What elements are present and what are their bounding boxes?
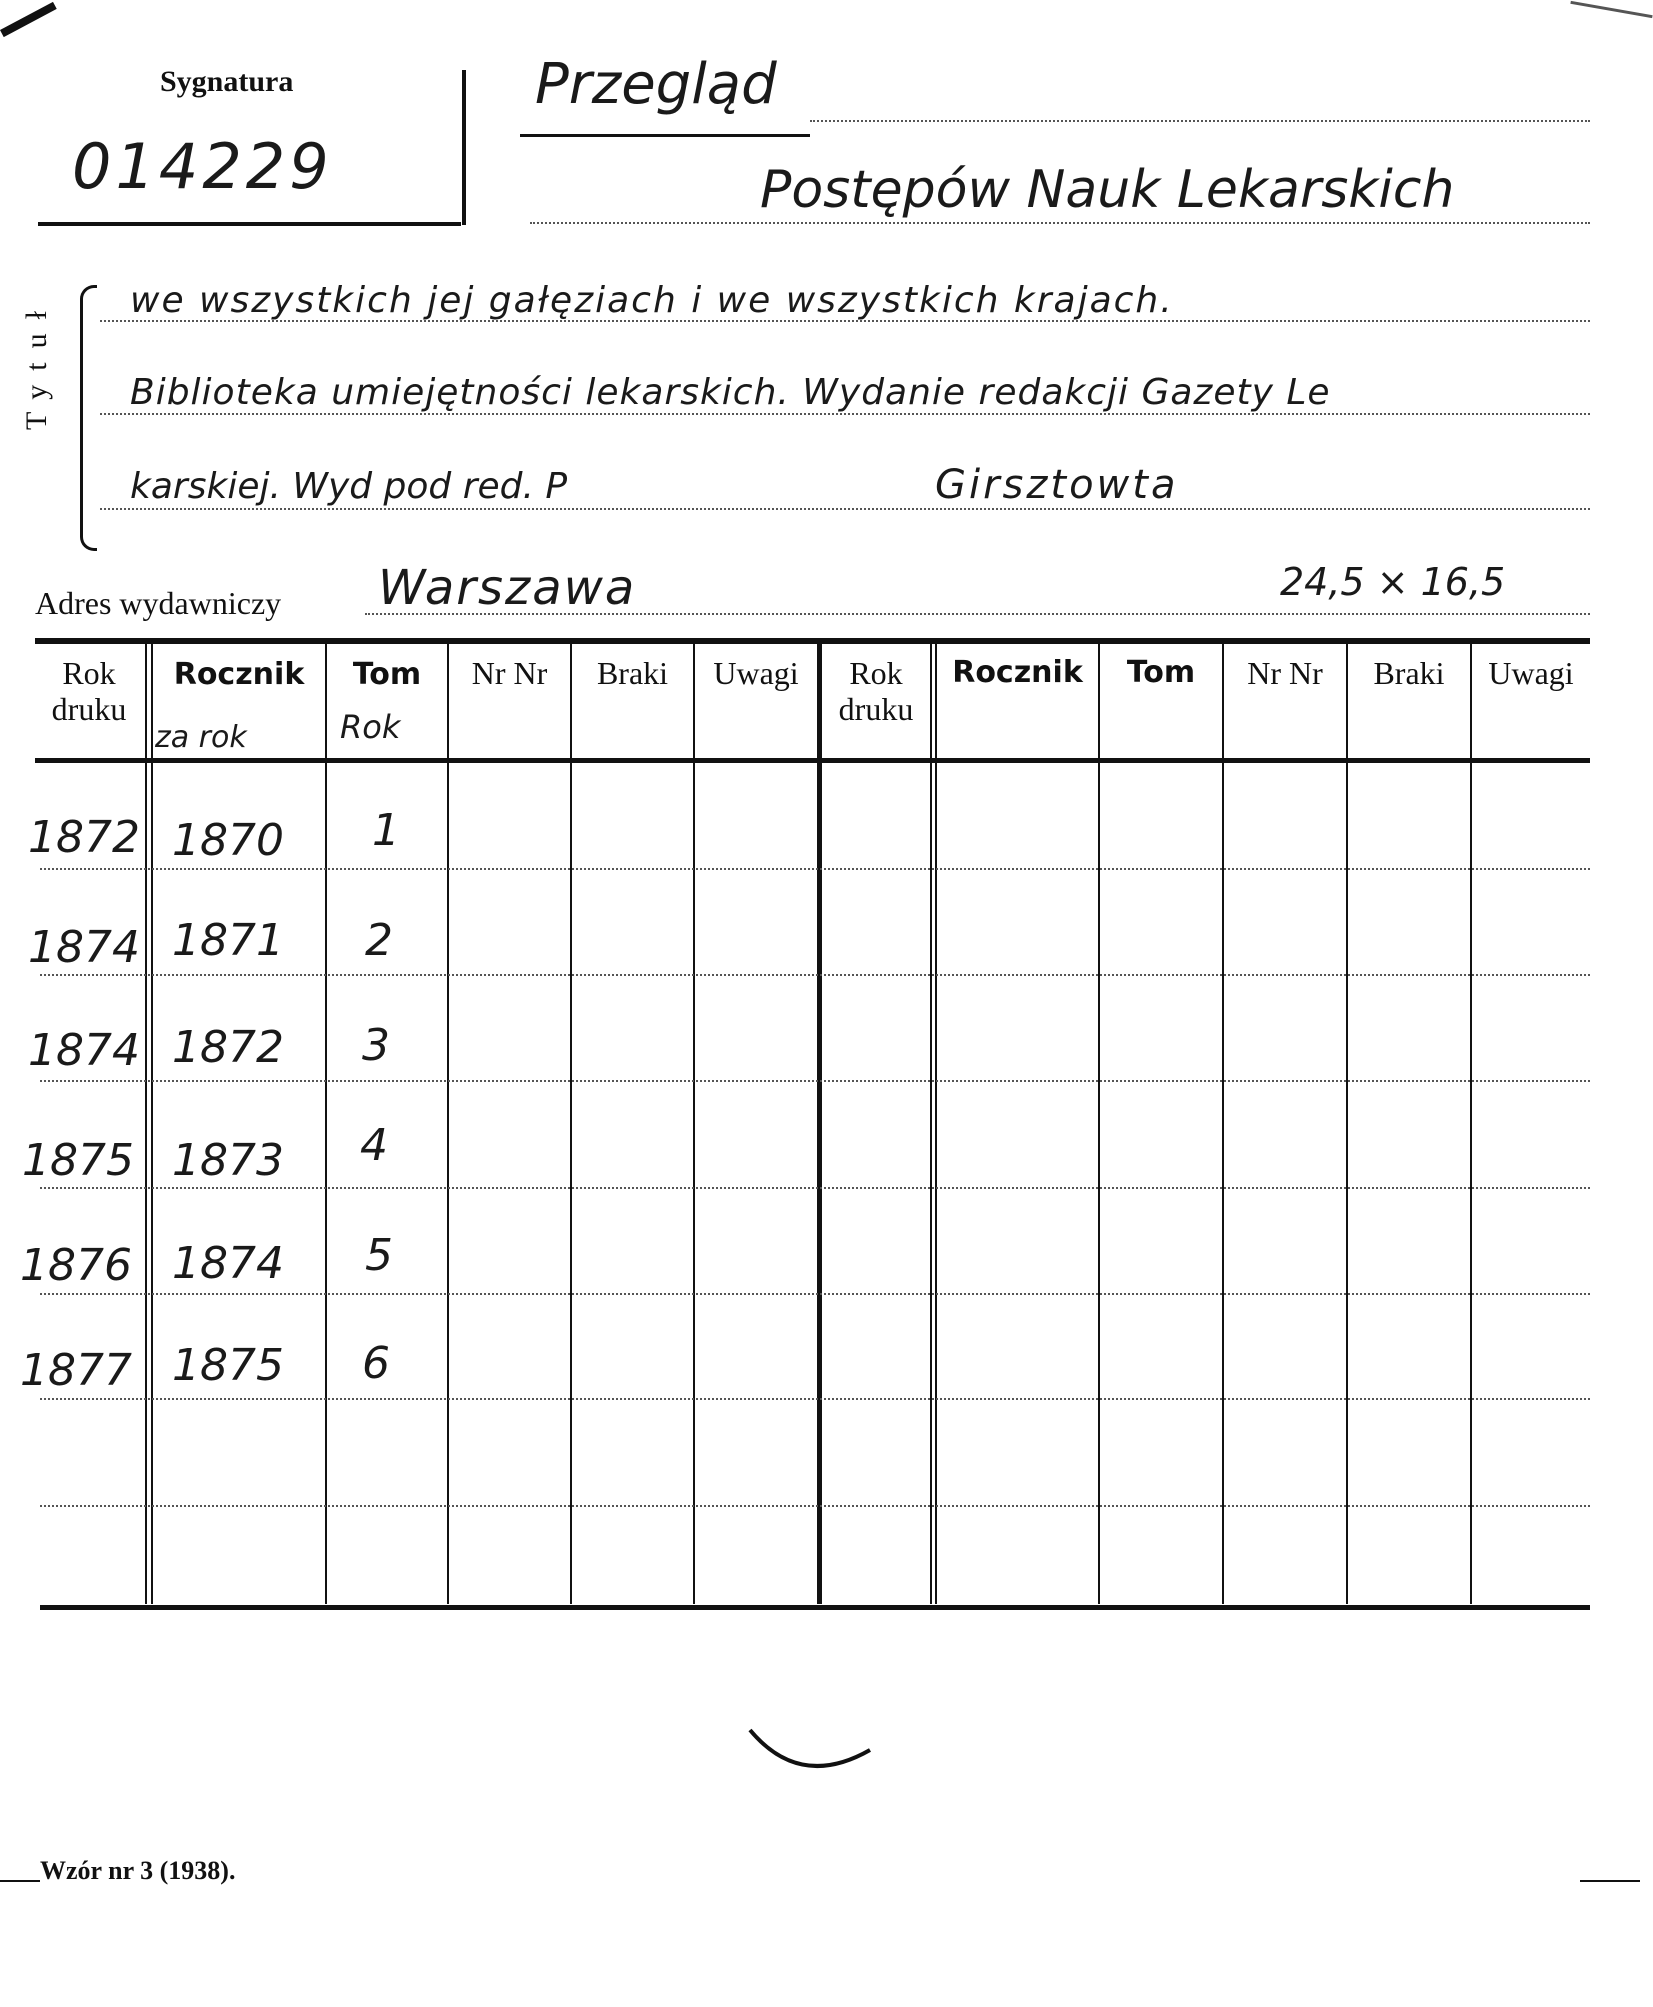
- tytul-line-3-right: Girsztowta: [935, 462, 1179, 508]
- col-line-f: [930, 644, 932, 1604]
- col-line-a2: [151, 644, 153, 1604]
- col-line-i: [1346, 644, 1348, 1604]
- row6-rocznik: 1875: [172, 1340, 284, 1391]
- corner-mark-top-left: [0, 2, 57, 37]
- col-line-j: [1470, 644, 1472, 1604]
- header-tom-note: Rok: [340, 708, 401, 746]
- row4-rocznik: 1873: [172, 1135, 284, 1186]
- col-line-g: [1098, 644, 1100, 1604]
- header-nrnr-right: Nr Nr: [1247, 655, 1323, 691]
- row1-rok: 1872: [28, 812, 140, 863]
- header-rocznik-right: Rocznik: [952, 655, 1083, 690]
- row5-rok: 1876: [20, 1240, 132, 1291]
- sygnatura-underline: [38, 222, 461, 226]
- adres-label: Adres wydawniczy: [35, 585, 282, 621]
- tytul-line-3-dots: [100, 508, 1590, 510]
- header-tom-left: Tom: [352, 657, 422, 692]
- header-rok-druku-left: Rok druku: [51, 655, 127, 727]
- format-value: 24,5 × 16,5: [1280, 560, 1506, 604]
- tytul-line-2-dots: [100, 413, 1590, 415]
- footer-left-rule: [0, 1880, 40, 1882]
- tytul-line-1: we wszystkich jej gałęziach i we wszystkich krajach.: [130, 280, 1174, 321]
- sygnatura-label: Sygnatura: [160, 65, 294, 98]
- row-line-4: [40, 1187, 1590, 1189]
- col-line-mid: [817, 644, 822, 1604]
- row-line-6: [40, 1398, 1590, 1400]
- footer-form-number: Wzór nr 3 (1938).: [40, 1856, 236, 1885]
- header-rok-druku-right: Rok druku: [838, 655, 914, 727]
- tytul-line-2: Biblioteka umiejętności lekarskich. Wydanie redakcji Gazety Le: [130, 372, 1331, 413]
- sygnatura-value: 014229: [72, 130, 333, 203]
- tytul-line-3: karskiej. Wyd pod red. P: [130, 466, 568, 507]
- corner-mark-top-right: [1570, 1, 1652, 18]
- header-uwagi-left: Uwagi: [713, 655, 799, 691]
- col-line-c: [447, 644, 449, 1604]
- title-line-2-dots: [530, 222, 1590, 224]
- row5-rocznik: 1874: [172, 1238, 284, 1289]
- sygnatura-divider: [462, 70, 466, 225]
- header-braki-left: Braki: [596, 655, 669, 691]
- row-line-1: [40, 868, 1590, 870]
- col-line-h: [1222, 644, 1224, 1604]
- row-line-3: [40, 1080, 1590, 1082]
- row4-rok: 1875: [22, 1135, 134, 1186]
- title-line-1-underline: [520, 134, 810, 137]
- tytul-line-1-dots: [100, 320, 1590, 322]
- row-line-2: [40, 974, 1590, 976]
- row6-rok: 1877: [20, 1345, 132, 1396]
- col-line-a: [145, 644, 147, 1604]
- row2-rocznik: 1871: [172, 915, 284, 966]
- row3-tom: 3: [362, 1020, 390, 1071]
- header-uwagi-right: Uwagi: [1488, 655, 1574, 691]
- row2-rok: 1874: [28, 922, 140, 973]
- col-line-b: [325, 644, 327, 1604]
- header-braki-right: Braki: [1373, 655, 1445, 691]
- row3-rocznik: 1872: [172, 1022, 284, 1073]
- row1-tom: 1: [372, 805, 400, 856]
- row2-tom: 2: [365, 915, 393, 966]
- adres-dots: [365, 613, 1590, 615]
- row-line-7: [40, 1505, 1590, 1507]
- row6-tom: 6: [362, 1338, 390, 1389]
- header-rocznik-left: Rocznik: [173, 657, 305, 692]
- row1-rocznik: 1870: [172, 815, 284, 866]
- table-top-rule: [35, 638, 1590, 644]
- title-line-1-dots: [810, 120, 1590, 122]
- header-tom-right: Tom: [1126, 655, 1196, 690]
- footer-right-rule: [1580, 1880, 1640, 1882]
- header-rocznik-note: za rok: [155, 720, 247, 755]
- row4-tom: 4: [360, 1120, 388, 1171]
- title-line-2: Postępów Nauk Lekarskich: [760, 160, 1455, 220]
- row3-rok: 1874: [28, 1025, 140, 1076]
- stray-mark: [740, 1720, 880, 1790]
- table-header-rule: [35, 758, 1590, 763]
- col-line-f2: [935, 644, 937, 1604]
- tytul-label: Tytuł: [20, 297, 53, 430]
- row5-tom: 5: [365, 1230, 393, 1281]
- col-line-d: [570, 644, 572, 1604]
- row-line-5: [40, 1293, 1590, 1295]
- table-bottom-rule: [40, 1605, 1590, 1610]
- col-line-e: [693, 644, 695, 1604]
- title-line-1: Przegląd: [535, 52, 777, 117]
- adres-value: Warszawa: [378, 560, 637, 616]
- tytul-brace: [80, 285, 97, 551]
- header-nrnr-left: Nr Nr: [471, 655, 548, 691]
